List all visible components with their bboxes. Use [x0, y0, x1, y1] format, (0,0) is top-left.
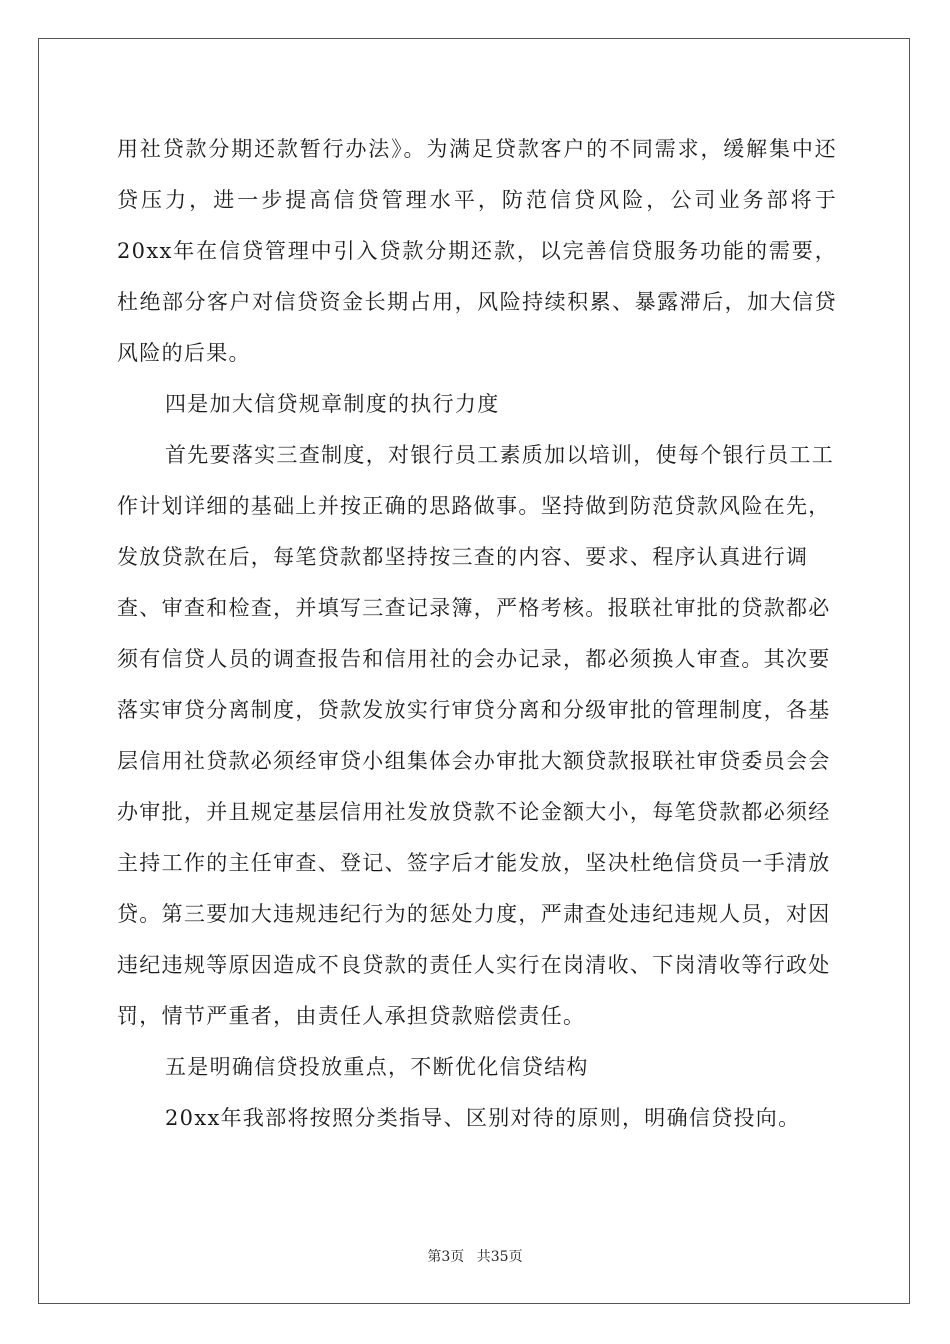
page-number: 第3页 [427, 1249, 465, 1265]
page-footer [0, 1246, 950, 1266]
paragraph-credit-direction: 20xx年我部将按照分类指导、区别对待的原则，明确信贷投向。 [165, 1106, 801, 1130]
document-body [117, 124, 837, 1144]
page-total: 共35页 [476, 1249, 523, 1265]
heading-four: 四是加大信贷规章制度的执行力度 [165, 392, 500, 416]
paragraph-continuation: 用社贷款分期还款暂行办法》。为满足贷款客户的不同需求，缓解集中还贷压力，进一步提高信贷管理水平，防范信贷风险，公司业务部将于20xx年在信贷管理中引入贷款分期还款，以完善信贷服务功能的需要，杜绝部分客户对信贷资金长期占用，风险持续积累、暴露滞后，加大信贷风险的后果。 [117, 137, 837, 365]
paragraph-three-checks: 首先要落实三查制度，对银行员工素质加以培训，使每个银行员工工作计划详细的基础上并按正确的思路做事。坚持做到防范贷款风险在先，发放贷款在后，每笔贷款都坚持按三查的内容、要求、程序认真进行调查、审查和检查，并填写三查记录簿，严格考核。报联社审批的贷款都必须有信贷人员的调查报告和信用社的会办记录，都必须换人审查。其次要落实审贷分离制度，贷款发放实行审贷分离和分级审批的管理制度，各基层信用社贷款必须经审贷小组集体会办审批大额贷款报联社审贷委员会会办审批，并且规定基层信用社发放贷款不论金额大小，每笔贷款都必须经主持工作的主任审查、登记、签字后才能发放，坚决杜绝信贷员一手清放贷。第三要加大违规违纪行为的惩处力度，严肃查处违纪违规人员，对因违纪违规等原因造成不良贷款的责任人实行在岗清收、下岗清收等行政处罚，情节严重者，由责任人承担贷款赔偿责任。 [117, 443, 834, 1028]
heading-five: 五是明确信贷投放重点，不断优化信贷结构 [165, 1055, 589, 1079]
